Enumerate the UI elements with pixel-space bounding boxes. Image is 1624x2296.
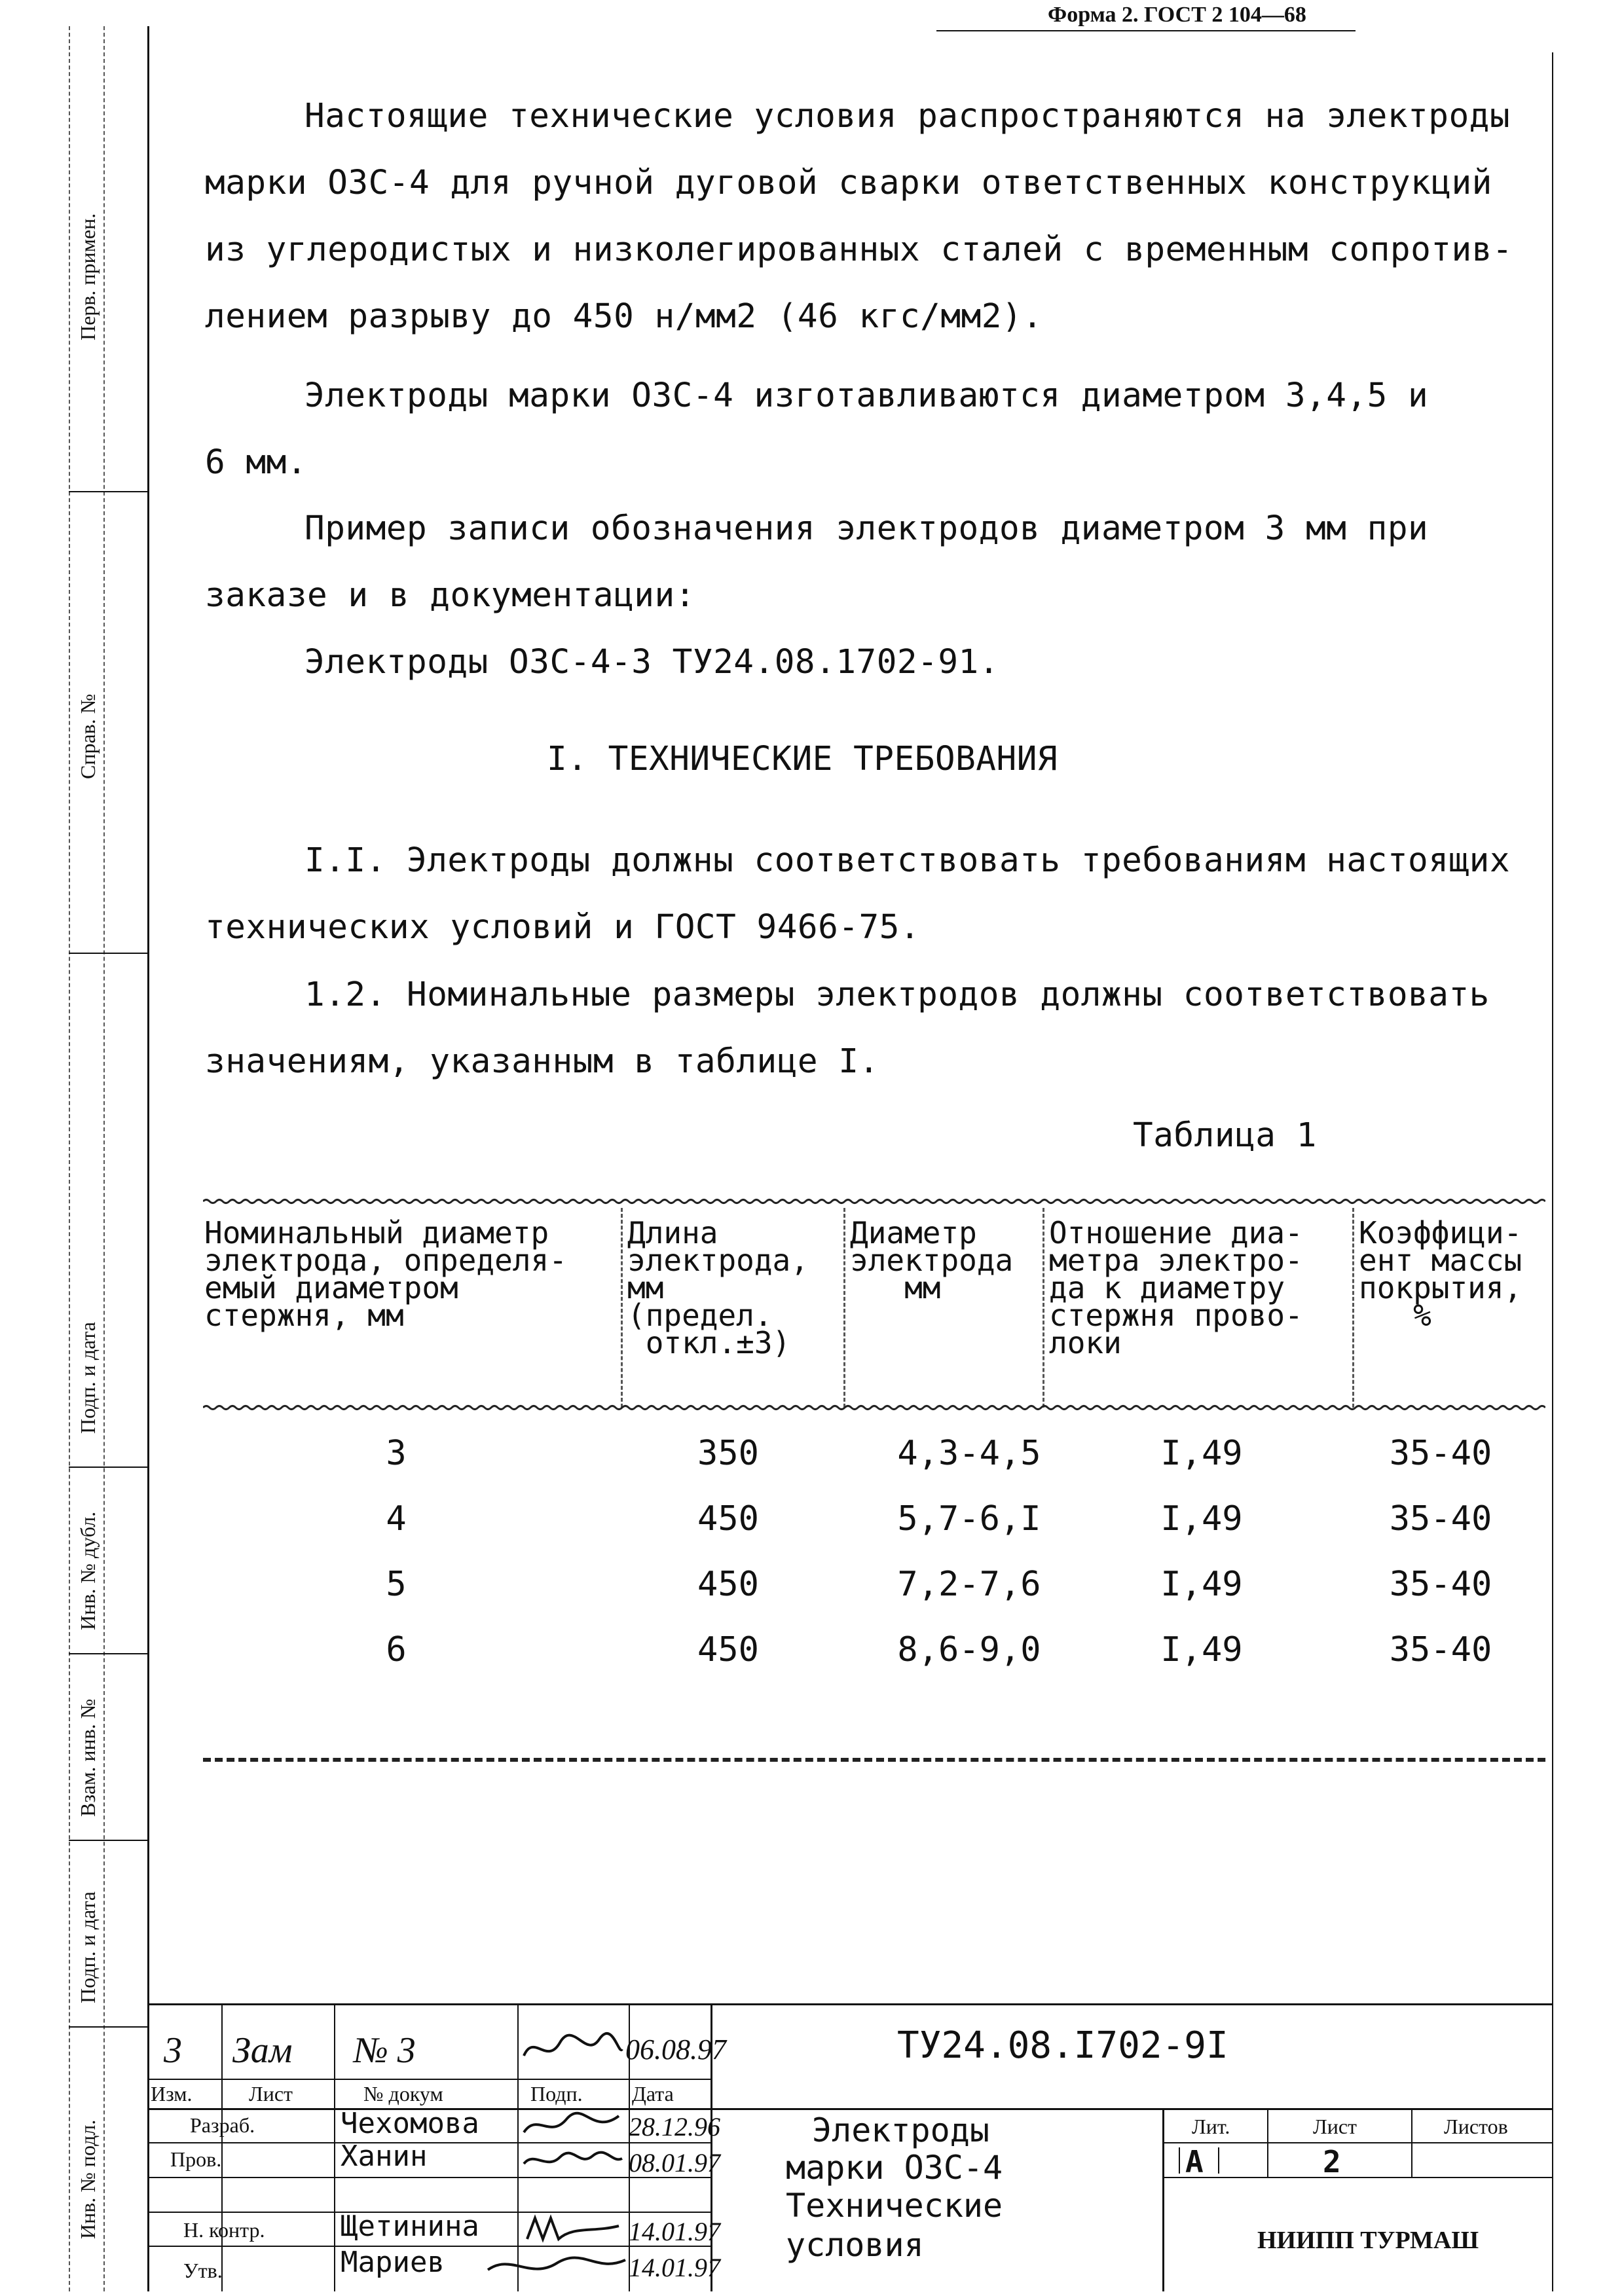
form-label: Форма 2. ГОСТ 2 104—68: [1048, 3, 1306, 27]
date-n-kontr: 14.01.97: [629, 2217, 720, 2246]
margin-inv-podl: Инв. № подл.: [76, 2119, 100, 2239]
table-header-ratio: Отношение диа- метра электро- да к диаметру стержня прово- локи: [1049, 1215, 1303, 1360]
example-designation: Электроды ОЗС-4-3 ТУ24.08.1702-91.: [304, 643, 999, 682]
stamp-change-row-line: [147, 2079, 710, 2080]
table-cell: 350: [697, 1434, 759, 1473]
frame-left: [147, 26, 149, 2291]
margin-perv-primen: Перв. примен.: [76, 213, 100, 340]
col-label-list: Лист: [249, 2082, 293, 2105]
diam-line-2: 6 мм.: [205, 443, 308, 482]
list-value: 2: [1323, 2144, 1341, 2179]
signature-utv: [485, 2247, 629, 2286]
example-intro-2: заказе и в документации:: [205, 576, 695, 615]
table-header-electrode-diameter: Диаметр электрода мм: [850, 1215, 1014, 1305]
table-cell: 450: [697, 1499, 759, 1539]
name-n-kontr: Щетинина: [341, 2210, 479, 2243]
table-cell: 450: [697, 1565, 759, 1604]
table-cell: I,49: [1160, 1630, 1243, 1669]
stamp-row-line-2: [147, 2177, 710, 2178]
margin-sep-2: [69, 953, 147, 954]
margin-inv-dubl: Инв. № дубл.: [76, 1511, 100, 1630]
table-header-length: Длина электрода, мм (предел. откл.±3): [627, 1215, 809, 1360]
margin-sep-3: [69, 1467, 147, 1468]
col-label-izm: Изм.: [151, 2082, 193, 2105]
lit-label: Лит.: [1192, 2115, 1230, 2138]
table-header-nominal-diameter: Номинальный диаметр электрода, определя- емый диаметром стержня, мм: [204, 1215, 567, 1333]
req-1-2-line-1: 1.2. Номинальные размеры электродов должны соответствовать: [304, 975, 1490, 1014]
change-doc: № 3: [354, 2030, 416, 2071]
frame-right: [1552, 52, 1553, 2291]
table-col-sep-4: [1352, 1208, 1354, 1408]
margin-podp-data-1: Подп. и дата: [76, 1322, 100, 1434]
role-utv: Утв.: [183, 2259, 223, 2282]
date-razrab: 28.12.96: [629, 2112, 720, 2141]
document-designation: ТУ24.08.I702-9I: [897, 2024, 1228, 2067]
intro-line-1: Настоящие технические условия распространяются на электроды: [304, 97, 1511, 136]
table-col-sep-3: [1043, 1208, 1044, 1408]
col-label-date: Дата: [632, 2082, 674, 2105]
table-col-sep-2: [843, 1208, 845, 1408]
table-header-coating-mass: Коэффици- ент массы покрытия, %: [1359, 1215, 1522, 1333]
header-rule: [936, 30, 1356, 31]
margin-sprav-no: Справ. №: [76, 693, 100, 779]
table-cell: I,49: [1160, 1434, 1243, 1473]
stamp-top-line: [147, 2003, 1552, 2005]
signature-n-kontr: [521, 2213, 625, 2244]
role-razrab: Разраб.: [190, 2113, 255, 2137]
table-bottom-rule: [203, 1758, 1545, 1762]
listov-label: Листов: [1444, 2115, 1508, 2138]
section-title: I. ТЕХНИЧЕСКИЕ ТРЕБОВАНИЯ: [547, 740, 1058, 778]
table-cell: 6: [386, 1630, 407, 1669]
table-cell: 35-40: [1389, 1499, 1492, 1539]
diam-line-1: Электроды марки ОЗС-4 изготавливаются диаметром 3,4,5 и: [304, 376, 1429, 415]
name-utv: Мариев: [341, 2246, 445, 2279]
date-prov: 08.01.97: [629, 2148, 720, 2178]
req-1-1-line-2: технических условий и ГОСТ 9466-75.: [205, 908, 921, 947]
table-cell: 8,6-9,0: [897, 1630, 1041, 1669]
lit-value: А: [1185, 2144, 1204, 2179]
table-cell: 7,2-7,6: [897, 1565, 1041, 1604]
list-label: Лист: [1313, 2115, 1357, 2138]
req-1-2-line-2: значениям, указанным в таблице I.: [205, 1042, 879, 1081]
stamp-col-1: [221, 2003, 223, 2291]
margin-vzam-inv: Взам. инв. №: [76, 1698, 100, 1817]
stamp-col-7: [1267, 2108, 1268, 2177]
table-top-wave: [203, 1198, 1545, 1205]
col-label-doc: № докум: [363, 2082, 443, 2105]
margin-sep-5: [69, 1840, 147, 1841]
table-cell: I,49: [1160, 1565, 1243, 1604]
table-cell: 35-40: [1389, 1434, 1492, 1473]
name-prov: Ханин: [341, 2140, 428, 2173]
table-cell: 4: [386, 1499, 407, 1539]
stamp-col-8: [1411, 2108, 1412, 2177]
role-prov: Пров.: [170, 2147, 222, 2171]
role-n-kontr: Н. контр.: [183, 2218, 265, 2242]
doc-title-line-1: Электроды: [812, 2111, 989, 2149]
table-cell: 5,7-6,I: [897, 1499, 1041, 1539]
change-signature: [521, 2030, 625, 2069]
intro-line-4: лением разрыву до 450 н/мм2 (46 кгс/мм2).: [205, 297, 1043, 336]
doc-title-line-3: Технические: [786, 2187, 1003, 2225]
table-cell: 35-40: [1389, 1565, 1492, 1604]
col-label-podp: Подп.: [530, 2082, 583, 2105]
name-razrab: Чехомова: [341, 2107, 479, 2140]
date-utv: 14.01.97: [629, 2253, 720, 2282]
margin-sep-6: [69, 2026, 147, 2028]
intro-line-3: из углеродистых и низколегированных сталей с временным сопротив-: [205, 230, 1513, 269]
signature-prov: [521, 2144, 625, 2176]
margin-podp-data-2: Подп. и дата: [76, 1891, 100, 2003]
table-cell: 4,3-4,5: [897, 1434, 1041, 1473]
table-cell: 35-40: [1389, 1630, 1492, 1669]
stamp-right-line-2: [1162, 2177, 1552, 2178]
stamp-col-2: [334, 2003, 335, 2291]
lit-sep-a: [1179, 2147, 1180, 2174]
margin-strip-outer: [69, 26, 70, 2291]
change-izm: 3: [164, 2030, 182, 2071]
stamp-col-6: [1162, 2108, 1164, 2291]
margin-sep-1: [69, 491, 147, 492]
doc-title-line-2: марки ОЗС-4: [786, 2149, 1003, 2187]
signature-razrab: [521, 2109, 625, 2141]
change-date: 06.08.97: [625, 2033, 726, 2066]
lit-sep-b: [1218, 2147, 1219, 2174]
margin-sep-4: [69, 1653, 147, 1654]
table-cell: 450: [697, 1630, 759, 1669]
table-header-wave: [203, 1404, 1545, 1411]
stamp-right-line-1: [1162, 2142, 1552, 2143]
margin-strip-inner: [103, 26, 105, 2291]
organization: НИИПП ТУРМАШ: [1257, 2227, 1479, 2254]
doc-title-line-4: условия: [786, 2226, 924, 2264]
table-caption: Таблица 1: [1133, 1116, 1317, 1155]
intro-line-2: марки ОЗС-4 для ручной дуговой сварки ответственных конструкций: [205, 164, 1492, 202]
example-intro-1: Пример записи обозначения электродов диаметром 3 мм при: [304, 509, 1429, 548]
req-1-1-line-1: I.I. Электроды должны соответствовать требованиям настоящих: [304, 841, 1511, 880]
table-cell: 3: [386, 1434, 407, 1473]
table-cell: I,49: [1160, 1499, 1243, 1539]
table-col-sep-1: [621, 1208, 623, 1408]
stamp-row-line-1: [147, 2142, 710, 2143]
table-cell: 5: [386, 1565, 407, 1604]
change-list: Зам: [232, 2030, 293, 2071]
